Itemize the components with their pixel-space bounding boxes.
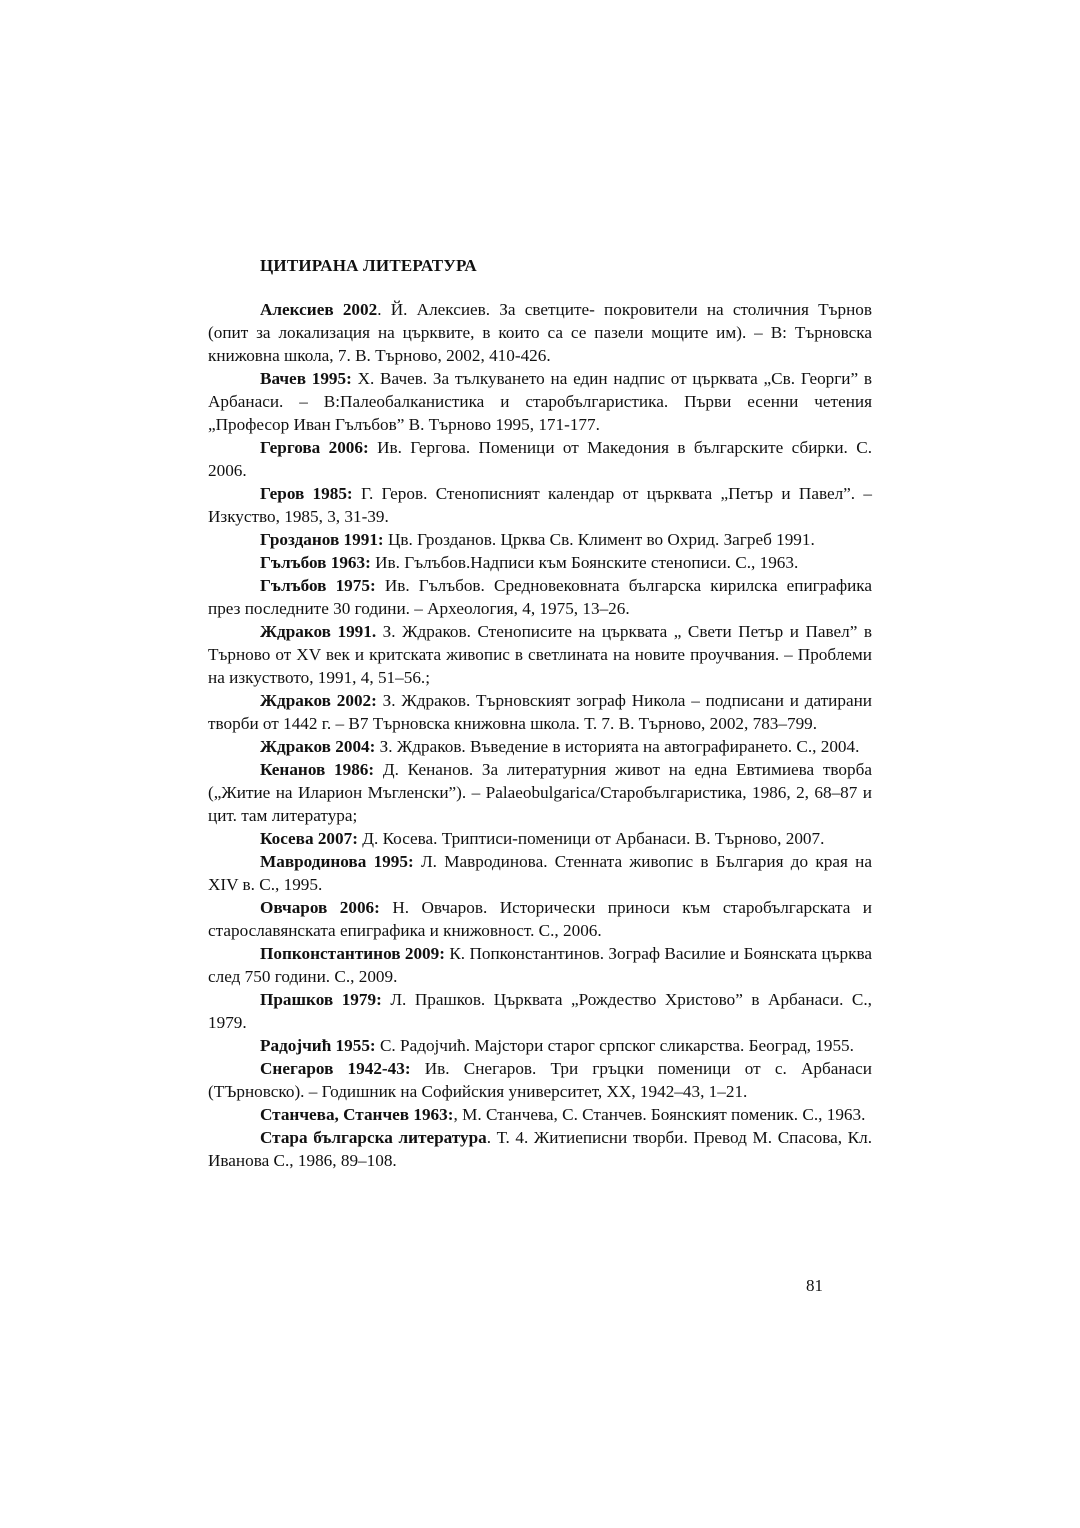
reference-entry: [208, 436, 872, 482]
reference-entry: [208, 896, 872, 942]
reference-author: Мавродинова 1995:: [260, 852, 414, 871]
reference-text: С. Радојчић. Мајстори старог српског сликарства. Београд, 1955.: [375, 1036, 854, 1055]
reference-text: Д. Косева. Триптиси-поменици от Арбанаси. В. Търново, 2007.: [357, 829, 825, 848]
reference-author: Гълъбов 1975:: [260, 576, 376, 595]
reference-author: Грозданов 1991:: [260, 530, 384, 549]
reference-author: Кенанов 1986:: [260, 760, 375, 779]
page-number: 81: [806, 1276, 823, 1295]
reference-entry: [208, 735, 872, 758]
reference-text: Л. Мавродинова. Стенната живопис в България до края на XIV в. С., 1995.: [208, 852, 872, 894]
reference-list: [208, 298, 872, 1172]
reference-author: Овчаров 2006:: [260, 898, 380, 917]
reference-author: Станчева, Станчев 1963:: [260, 1105, 454, 1124]
reference-text: Цв. Грозданов. Црква Св. Климент во Охрид. Загреб 1991.: [383, 530, 815, 549]
reference-entry: [208, 574, 872, 620]
reference-entry: [208, 367, 872, 436]
reference-text: Ив. Снегаров. Три гръцки поменици от с. Арбанаси (ТЪрновско). – Годишник на Софийския университет, XX, 1942–43, 1–21.: [208, 1059, 873, 1101]
page-heading: ЦИТИРАНА ЛИТЕРАТУРА: [260, 256, 477, 275]
reference-text: Н. Овчаров. Исторически приноси към старобългарската и старославянската епиграфика и книжовност. С., 2006.: [208, 898, 872, 940]
reference-text: Х. Вачев. За тълкуването на един надпис от църквата „Св. Георги” в Арбанаси. – В:Палеобалканистика и старобългаристика. Първи есенни четения „Професор Иван Гълъбов” В. Търново 1995, 171-177.: [208, 369, 872, 434]
reference-text: . Т. 4. Житиеписни творби. Превод М. Спасова, Кл. Иванова С., 1986, 89–108.: [208, 1128, 872, 1170]
reference-text: Ив. Гълъбов. Средновековната българска кирилска епиграфика през последните 30 години. – Археология, 4, 1975, 13–26.: [208, 576, 872, 618]
reference-entry: [208, 551, 872, 574]
reference-entry: [208, 620, 872, 689]
reference-text: Л. Прашков. Църквата „Рождество Христово” в Арбанаси. С., 1979.: [208, 990, 872, 1032]
reference-author: Алексиев 2002: [260, 300, 378, 319]
reference-text: Ив. Гълъбов.Надписи към Боянските стенописи. С., 1963.: [370, 553, 799, 572]
reference-author: Гълъбов 1963:: [260, 553, 371, 572]
reference-text: , М. Станчева, С. Станчев. Боянският поменик. С., 1963.: [453, 1105, 866, 1124]
reference-author: Геров 1985:: [260, 484, 353, 503]
reference-entry: [208, 942, 872, 988]
reference-entry: [208, 850, 872, 896]
reference-author: Прашков 1979:: [260, 990, 382, 1009]
reference-text: З. Ждраков. Въведение в историята на автографирането. С., 2004.: [375, 737, 860, 756]
reference-entry: [208, 298, 872, 367]
reference-entry: [208, 1057, 872, 1103]
reference-author: Снегаров 1942-43:: [260, 1059, 411, 1078]
reference-author: Стара българска литература: [260, 1128, 487, 1147]
reference-author: Ждраков 2002:: [260, 691, 377, 710]
reference-author: Радојчић 1955:: [260, 1036, 376, 1055]
reference-text: . Й. Алексиев. За светците- покровители на столичния Търнов (опит за локализация на църквите, в които са се пазели мощите им). – В: Търновска книжовна школа, 7. В. Търново, 2002, 410-426.: [208, 300, 872, 365]
reference-entry: [208, 528, 872, 551]
reference-author: Косева 2007:: [260, 829, 358, 848]
reference-text: К. Попконстантинов. Зограф Василие и Боянската църква след 750 години. С., 2009.: [208, 944, 872, 986]
reference-author: Ждраков 1991.: [260, 622, 377, 641]
reference-text: Д. Кенанов. За литературния живот на една Евтимиева творба („Житие на Иларион Мъгленски”). – Palaeobulgarica/Старобългаристика, 1986, 2, 68–87 и цит. там литература;: [208, 760, 872, 825]
reference-author: Ждраков 2004:: [260, 737, 376, 756]
reference-author: Вачев 1995:: [260, 369, 352, 388]
reference-entry: [208, 988, 872, 1034]
reference-entry: [208, 1103, 872, 1126]
reference-text: Ив. Гергова. Поменици от Македония в българските сбирки. С. 2006.: [208, 438, 872, 480]
reference-entry: [208, 1034, 872, 1057]
reference-author: Гергова 2006:: [260, 438, 369, 457]
reference-entry: [208, 827, 872, 850]
reference-text: Г. Геров. Стенописният календар от църквата „Петър и Павел”. – Изкуство, 1985, 3, 31-39.: [208, 484, 872, 526]
reference-entry: [208, 1126, 872, 1172]
reference-author: Попконстантинов 2009:: [260, 944, 445, 963]
reference-entry: [208, 482, 872, 528]
reference-text: З. Ждраков. Търновският зограф Никола – подписани и датирани творби от 1442 г. – В7 Търновска книжовна школа. Т. 7. В. Търново, 2002, 783–799.: [208, 691, 872, 733]
reference-entry: [208, 758, 872, 827]
reference-text: З. Ждраков. Стенописите на църквата „ Свети Петър и Павел” в Търново от XV век и критската живопис в светлината на новите проучвания. – Проблеми на изкуството, 1991, 4, 51–56.;: [208, 622, 873, 687]
reference-entry: [208, 689, 872, 735]
